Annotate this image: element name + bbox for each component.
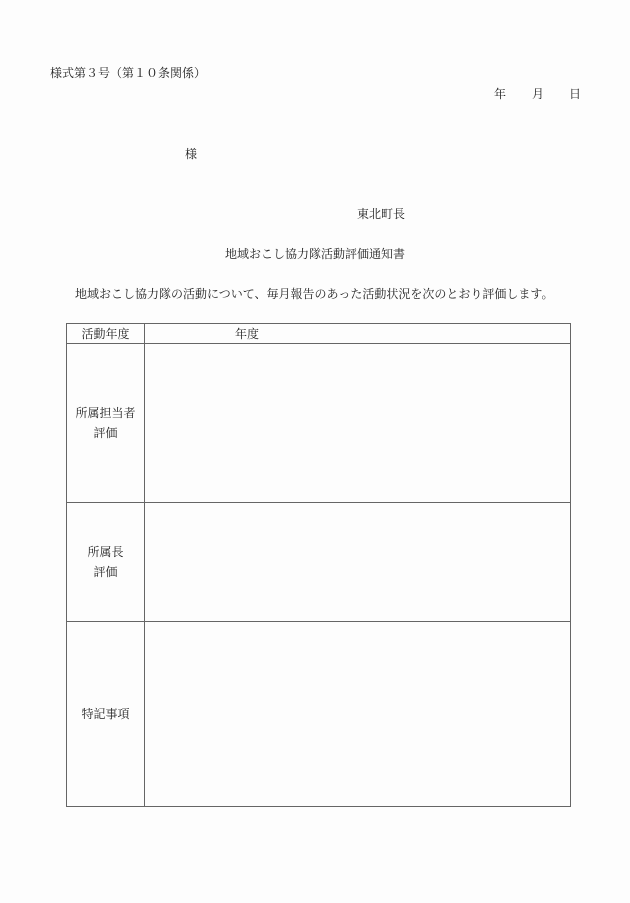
table-row-special-notes [67, 622, 571, 807]
issuer-name: 東北町長 [357, 207, 406, 221]
special-notes-field[interactable] [145, 622, 571, 807]
special-notes-label: 特記事項 [67, 622, 145, 807]
activity-year-suffix: 年度 [235, 327, 260, 341]
document-title [0, 247, 630, 261]
staff-evaluation-field[interactable] [145, 344, 571, 503]
date-month-label: 月 [532, 87, 545, 101]
activity-year-field[interactable] [145, 324, 571, 344]
document-title-text: 地域おこし協力隊活動評価通知書 [224, 247, 405, 261]
table-row-manager-evaluation [67, 503, 571, 622]
table-row-activity-year [67, 324, 571, 344]
date-day-label: 日 [569, 87, 582, 101]
table-row-staff-evaluation [67, 344, 571, 503]
manager-evaluation-field[interactable] [145, 503, 571, 622]
recipient-suffix: 様 [185, 147, 198, 161]
body-text: 地域おこし協力隊の活動について、毎月報告のあった活動状況を次のとおり評価します。 [75, 287, 554, 301]
date-year-label: 年 [494, 87, 507, 101]
evaluation-table [66, 323, 571, 807]
activity-year-label: 活動年度 [67, 324, 145, 344]
manager-evaluation-label: 所属長 評価 [67, 503, 145, 622]
staff-evaluation-label: 所属担当者 評価 [67, 344, 145, 503]
form-number: 様式第３号（第１０条関係） [50, 66, 207, 80]
